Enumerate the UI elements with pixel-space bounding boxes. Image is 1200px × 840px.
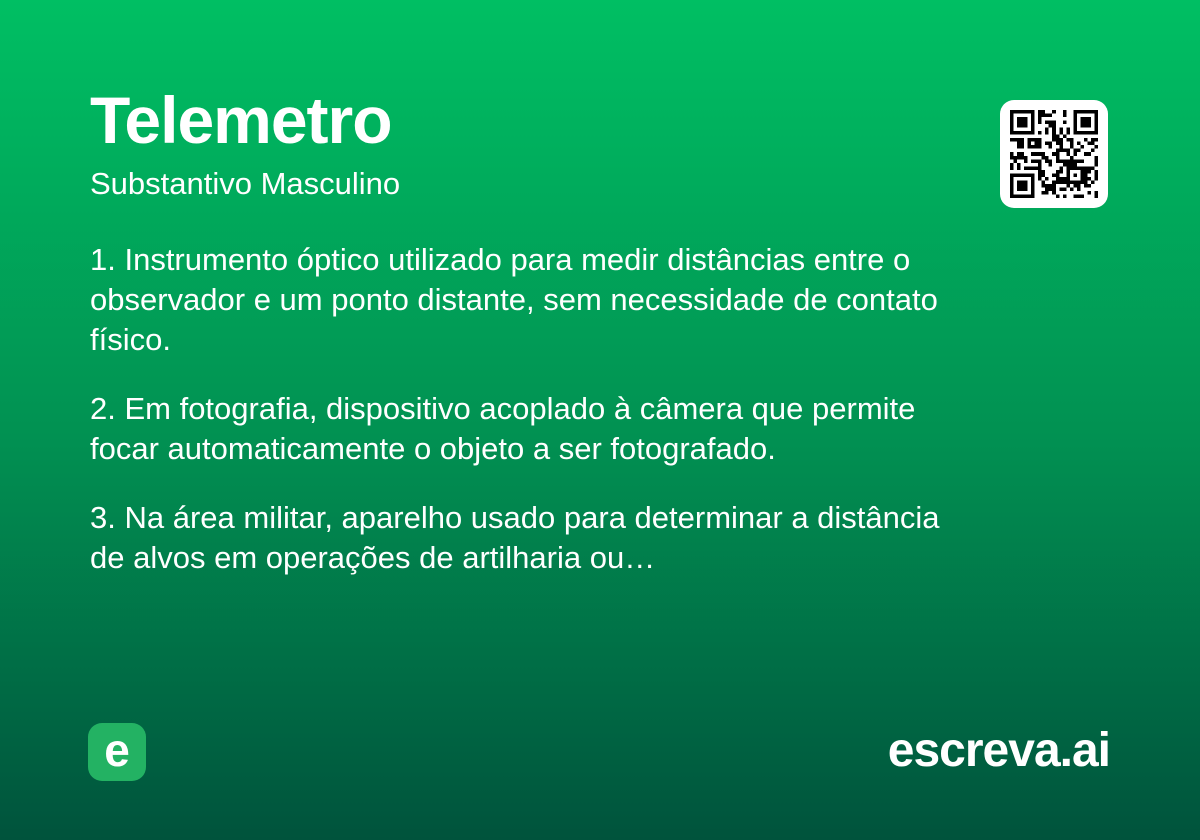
qr-code-tile [1000, 100, 1108, 208]
definition-line: 3. Na área militar, aparelho usado para determinar a distância [90, 500, 940, 535]
page-title: Telemetro [90, 83, 392, 157]
definition-line: de alvos em operações de artilharia ou… [90, 540, 656, 575]
brand-logo-letter: e [104, 724, 130, 776]
brand-name: escreva.ai [887, 724, 1110, 777]
definition-line: observador e um ponto distante, sem necessidade de contato [90, 282, 938, 317]
definition-item [90, 240, 1100, 360]
brand-logo [88, 723, 146, 781]
qr-code-icon [1010, 110, 1098, 198]
definition-item [90, 498, 1100, 578]
definition-line: 2. Em fotografia, dispositivo acoplado à câmera que permite [90, 391, 916, 426]
definition-line: focar automaticamente o objeto a ser fotografado. [90, 431, 776, 466]
definition-item [90, 389, 1100, 469]
word-class-subtitle: Substantivo Masculino [90, 166, 401, 201]
definition-list [90, 240, 1100, 607]
definition-line: físico. [90, 322, 171, 357]
definition-line: 1. Instrumento óptico utilizado para medir distâncias entre o [90, 242, 911, 277]
